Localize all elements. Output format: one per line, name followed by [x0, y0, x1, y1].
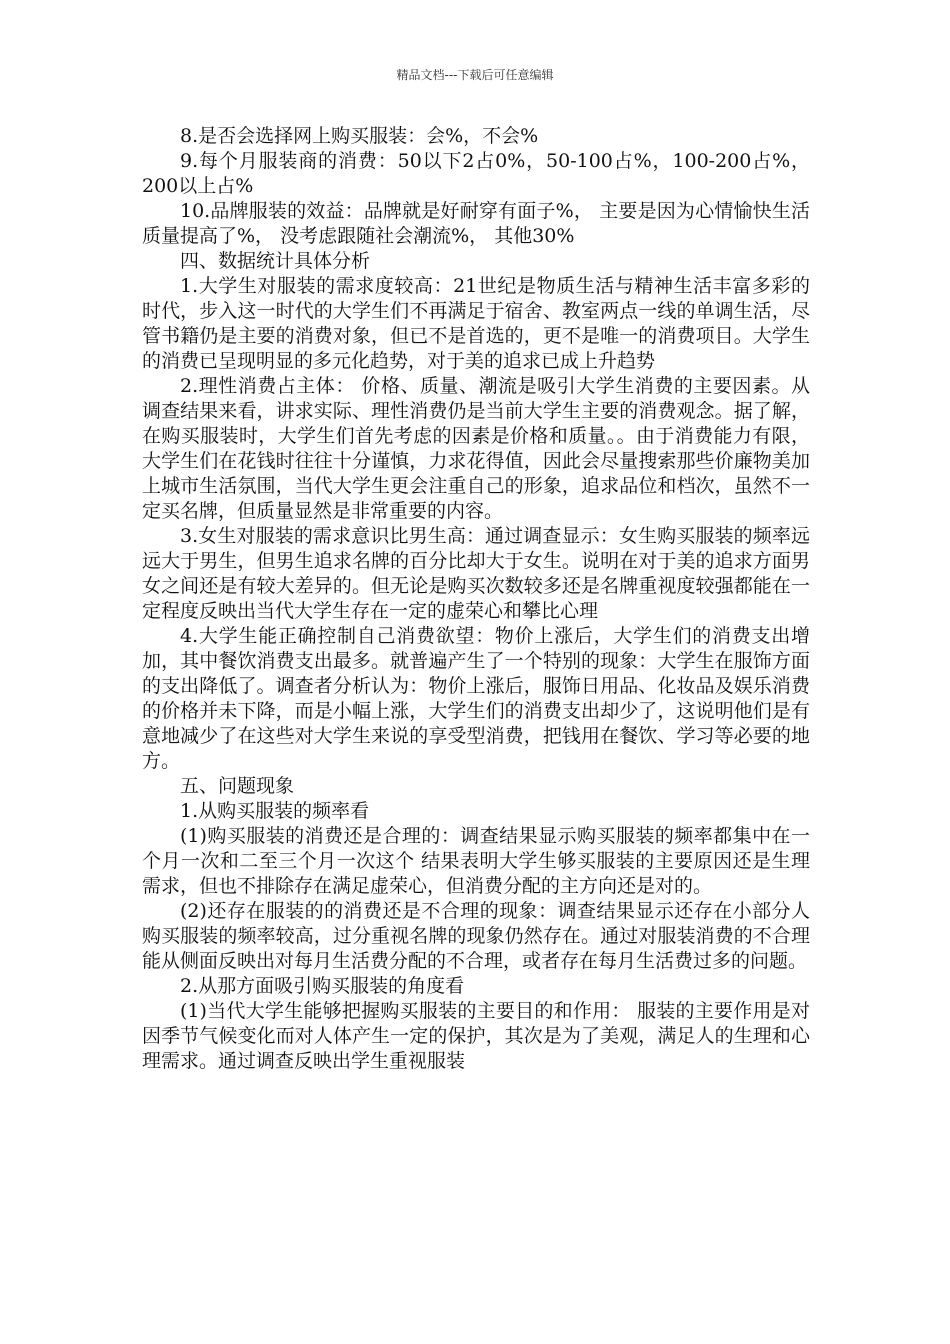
paragraph-4-3: 3.女生对服装的需求意识比男生高：通过调查显示：女生购买服装的频率远远大于男生，但男生追求名牌的百分比却大于女生。说明在对于美的追求方面男女之间还是有较大差异的。但无论是购买次数较多还是名牌重视度较强都能在一定程度反映出当代大学生存在一定的虚荣心和攀比心理: [142, 525, 810, 622]
document-body: [142, 124, 810, 1074]
paragraph-4-2: 2.理性消费占主体： 价格、质量、潮流是吸引大学生消费的主要因素。从调查结果来看，讲求实际、理性消费仍是当前大学生主要的消费观念。据了解，在购买服装时，大学生们首先考虑的因素是价格和质量。。由于消费能力有限，大学生们在花钱时往往十分谨慎，力求花得值，因此会尽量搜索那些价廉物美加上城市生活氛围，当代大学生更会注重自己的形象，追求品位和档次，虽然不一定买名牌，但质量显然是非常重要的内容。: [142, 375, 810, 522]
paragraph-3: 10.品牌服装的效益：品牌就是好耐穿有面子%， 主要是因为心情愉快生活质量提高了%， 没考虑跟随社会潮流%， 其他30%: [142, 200, 810, 247]
subheading-5-1: 1.从购买服装的频率看: [180, 800, 370, 822]
paragraph-1: 8.是否会选择网上购买服装：会%，不会%: [180, 125, 539, 147]
section-heading-4: 四、数据统计具体分析: [180, 250, 371, 272]
page-header: 精品文档---下载后可任意编辑: [396, 68, 554, 82]
paragraph-2: 9.每个月服装商的消费：50以下2占0%，50-100占%，100-200占%，200以上占%: [142, 150, 810, 197]
paragraph-4-4: 4.大学生能正确控制自己消费欲望：物价上涨后，大学生们的消费支出增加，其中餐饮消费支出最多。就普遍产生了一个特别的现象：大学生在服饰方面的支出降低了。调查者分析认为：物价上涨后，服饰日用品、化妆品及娱乐消费的价格并未下降，而是小幅上涨，大学生们的消费支出却少了，这说明他们是有意地减少了在这些对大学生来说的享受型消费，把钱用在餐饮、学习等必要的地方。: [142, 625, 810, 772]
paragraph-5-1-1: (1)购买服装的消费还是合理的：调查结果显示购买服装的频率都集中在一个月一次和二至三个月一次这个 结果表明大学生够买服装的主要原因还是生理需求，但也不排除存在满足虚荣心，但消费分配的主方向还是对的。: [142, 825, 810, 897]
subheading-5-2: 2.从那方面吸引购买服装的角度看: [180, 975, 465, 997]
paragraph-5-2-1: (1)当代大学生能够把握购买服装的主要目的和作用： 服装的主要作用是对因季节气候变化而对人体产生一定的保护，其次是为了美观，满足人的生理和心理需求。通过调查反映出学生重视服装: [142, 1000, 810, 1072]
paragraph-4-1: 1.大学生对服装的需求度较高：21世纪是物质生活与精神生活丰富多彩的时代，步入这一时代的大学生们不再满足于宿舍、教室两点一线的单调生活，尽管书籍仍是主要的消费对象，但已不是首选的，更不是唯一的消费项目。大学生的消费已呈现明显的多元化趋势，对于美的追求已成上升趋势: [142, 275, 810, 372]
paragraph-5-1-2: (2)还存在服装的的消费还是不合理的现象：调查结果显示还存在小部分人购买服装的频率较高，过分重视名牌的现象仍然存在。通过对服装消费的不合理能从侧面反映出对每月生活费分配的不合理，或者存在每月生活费过多的问题。: [142, 900, 810, 972]
section-heading-5: 五、问题现象: [180, 775, 295, 797]
